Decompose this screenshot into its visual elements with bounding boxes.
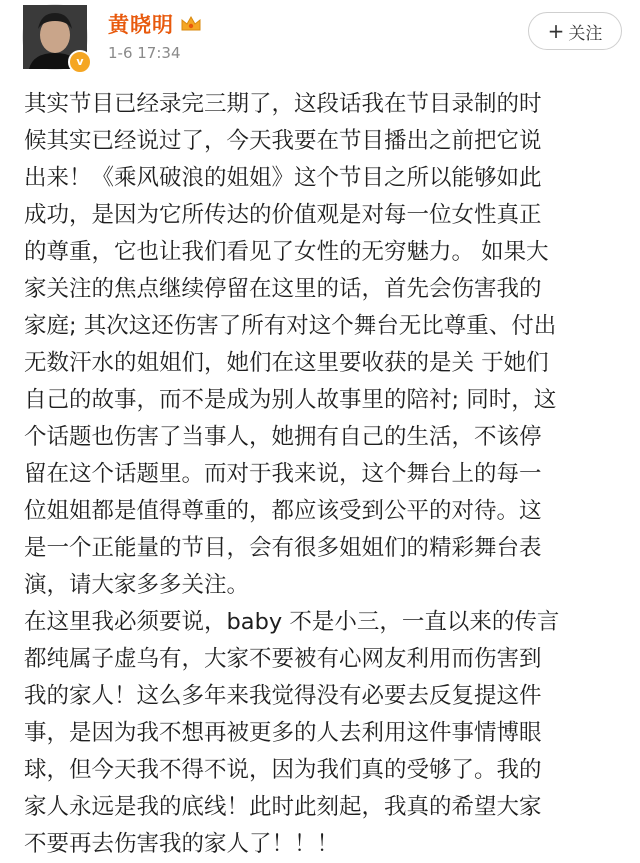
post-text-line: 的尊重，它也让我们看见了女性的无穷魅力。 如果大 — [24, 239, 549, 265]
post-header — [0, 0, 640, 80]
post-text-line: 球，但今天我不得不说，因为我们真的受够了。我的 — [24, 757, 542, 783]
follow-button-label: 关注 — [568, 23, 603, 44]
post-text-line: 是一个正能量的节目，会有很多姐姐们的精彩舞台表 — [24, 535, 542, 561]
post-text-line: 位姐姐都是值得尊重的，都应该受到公平的对待。这 — [24, 498, 542, 524]
post-text-line: 不要再去伤害我的家人了！！！ — [24, 831, 340, 857]
post-text-line: 自己的故事，而不是成为别人故事里的陪衬; 同时，这 — [24, 387, 557, 413]
post-text-line: 事，是因为我不想再被更多的人去利用这件事情博眼 — [24, 720, 542, 746]
post-text-line: 家关注的焦点继续停留在这里的话，首先会伤害我的 — [24, 276, 542, 302]
post-text-line: 都纯属子虚乌有，大家不要被有心网友利用而伤害到 — [24, 646, 542, 672]
post-text-line: 出来！《乘风破浪的姐姐》这个节目之所以能够如此 — [24, 165, 542, 191]
verified-badge-icon: v — [68, 50, 92, 74]
post-text-line: 无数汗水的姐姐们，她们在这里要收获的是关 于她们 — [24, 350, 549, 376]
post-text-line: 家人永远是我的底线！此时此刻起，我真的希望大家 — [24, 794, 542, 820]
plus-icon: + — [547, 19, 565, 43]
post-body — [24, 86, 624, 863]
post-text-line: 其实节目已经录完三期了，这段话我在节目录制的时 — [24, 91, 542, 117]
crown-icon — [180, 15, 202, 33]
post-text-line: 候其实已经说过了，今天我要在节目播出之前把它说 — [24, 128, 542, 154]
post-text-line: 我的家人！这么多年来我觉得没有必要去反复提这件 — [24, 683, 542, 709]
post-text-line: 个话题也伤害了当事人，她拥有自己的生活，不该停 — [24, 424, 542, 450]
username-row — [108, 8, 202, 40]
follow-button[interactable] — [528, 12, 622, 50]
post-text-line: 成功，是因为它所传达的价值观是对每一位女性真正 — [24, 202, 542, 228]
post-timestamp: 1-6 17:34 — [108, 44, 181, 62]
post-text-line: 演，请大家多多关注。 — [24, 572, 250, 598]
post-text-line: 家庭; 其次这还伤害了所有对这个舞台无比尊重、付出 — [24, 313, 557, 339]
post-text-line: 留在这个话题里。而对于我来说，这个舞台上的每一 — [24, 461, 542, 487]
post-text-line: 在这里我必须要说，baby 不是小三，一直以来的传言 — [24, 609, 560, 635]
username[interactable]: 黄晓明 — [108, 13, 174, 37]
avatar-container[interactable] — [22, 4, 88, 70]
